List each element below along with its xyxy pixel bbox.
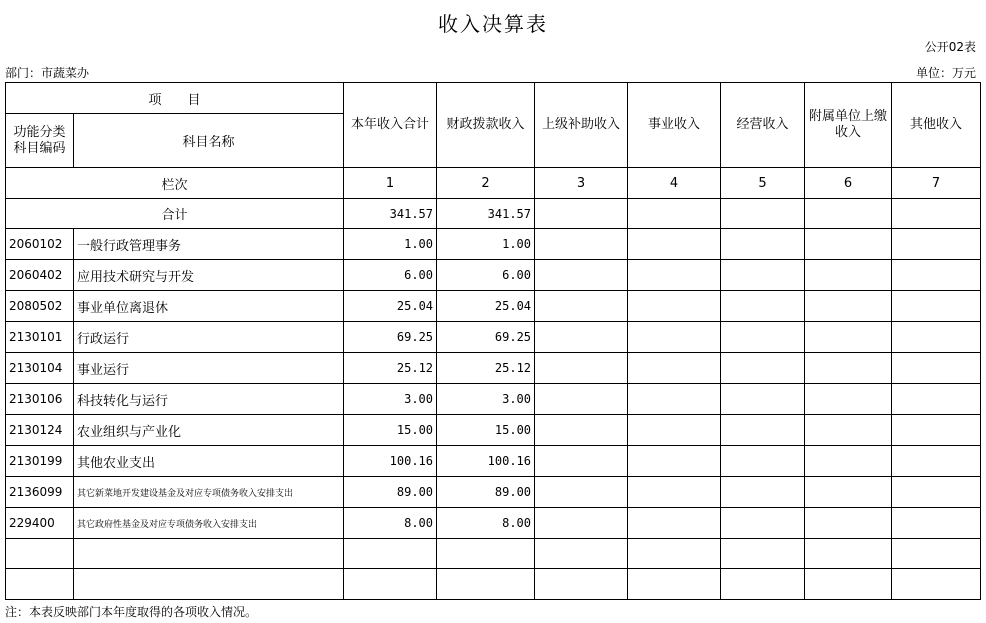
row-code: 2130124 [6, 415, 74, 446]
form-number: 公开02表 [924, 40, 976, 54]
col-index: 3 [535, 168, 628, 199]
row-fiscal-income: 69.25 [437, 322, 535, 353]
table-row [6, 446, 981, 477]
row-code: 2130104 [6, 353, 74, 384]
header-func-code: 功能分类科目编码 [6, 114, 74, 168]
row-code: 2060402 [6, 260, 74, 291]
col-index: 7 [892, 168, 981, 199]
row-fiscal-income: 6.00 [437, 260, 535, 291]
header-col-superior: 上级补助收入 [535, 83, 628, 168]
row-code: 2136099 [6, 477, 74, 508]
row-code: 2080502 [6, 291, 74, 322]
row-code: 229400 [6, 508, 74, 539]
row-name: 应用技术研究与开发 [74, 260, 344, 291]
row-total-income: 89.00 [344, 477, 437, 508]
row-fiscal-income: 100.16 [437, 446, 535, 477]
col-index: 6 [805, 168, 892, 199]
row-code: 2130199 [6, 446, 74, 477]
department-label: 部门：市蔬菜办 [5, 66, 90, 80]
row-code: 2130106 [6, 384, 74, 415]
header-col-affiliate: 附属单位上缴收入 [805, 83, 892, 168]
total-income-fiscal: 341.57 [437, 199, 535, 229]
row-total-income: 15.00 [344, 415, 437, 446]
row-total-income: 25.04 [344, 291, 437, 322]
col-index: 5 [721, 168, 805, 199]
header-col-fiscal: 财政拨款收入 [437, 83, 535, 168]
table-row [6, 477, 981, 508]
row-fiscal-income: 15.00 [437, 415, 535, 446]
row-fiscal-income: 1.00 [437, 229, 535, 260]
row-fiscal-income: 25.12 [437, 353, 535, 384]
row-total-income: 69.25 [344, 322, 437, 353]
row-name: 一般行政管理事务 [74, 229, 344, 260]
col-index-label: 栏次 [6, 168, 344, 199]
table-row [6, 353, 981, 384]
header-col-business: 事业收入 [628, 83, 721, 168]
col-index: 2 [437, 168, 535, 199]
row-total-income: 6.00 [344, 260, 437, 291]
row-name: 其它政府性基金及对应专项债务收入安排支出 [74, 508, 344, 539]
row-code: 2130101 [6, 322, 74, 353]
total-income-total: 341.57 [344, 199, 437, 229]
row-fiscal-income: 8.00 [437, 508, 535, 539]
header-col-total: 本年收入合计 [344, 83, 437, 168]
row-fiscal-income: 3.00 [437, 384, 535, 415]
table-row [6, 415, 981, 446]
table-row [6, 508, 981, 539]
table-row [6, 384, 981, 415]
empty-row [6, 569, 981, 600]
empty-row [6, 539, 981, 569]
table-row [6, 260, 981, 291]
header-col-operation: 经营收入 [721, 83, 805, 168]
col-index: 4 [628, 168, 721, 199]
row-name: 行政运行 [74, 322, 344, 353]
row-name: 农业组织与产业化 [74, 415, 344, 446]
total-label: 合计 [6, 199, 344, 229]
row-name: 事业单位离退休 [74, 291, 344, 322]
table-row [6, 322, 981, 353]
header-col-other: 其他收入 [892, 83, 981, 168]
row-total-income: 1.00 [344, 229, 437, 260]
row-name: 事业运行 [74, 353, 344, 384]
row-total-income: 8.00 [344, 508, 437, 539]
header-subject-name: 科目名称 [74, 114, 344, 168]
header-item: 项 目 [6, 83, 344, 114]
income-table [5, 82, 981, 600]
table-row [6, 229, 981, 260]
unit-label: 单位：万元 [915, 66, 976, 80]
row-name: 其他农业支出 [74, 446, 344, 477]
col-index: 1 [344, 168, 437, 199]
table-row [6, 291, 981, 322]
row-fiscal-income: 25.04 [437, 291, 535, 322]
row-name: 科技转化与运行 [74, 384, 344, 415]
table-note: 注：本表反映部门本年度取得的各项收入情况。 [5, 605, 258, 619]
row-fiscal-income: 89.00 [437, 477, 535, 508]
report-title: 收入决算表 [438, 12, 548, 36]
row-name: 其它新菜地开发建设基金及对应专项债务收入安排支出 [74, 477, 344, 508]
row-total-income: 100.16 [344, 446, 437, 477]
row-total-income: 25.12 [344, 353, 437, 384]
row-code: 2060102 [6, 229, 74, 260]
row-total-income: 3.00 [344, 384, 437, 415]
